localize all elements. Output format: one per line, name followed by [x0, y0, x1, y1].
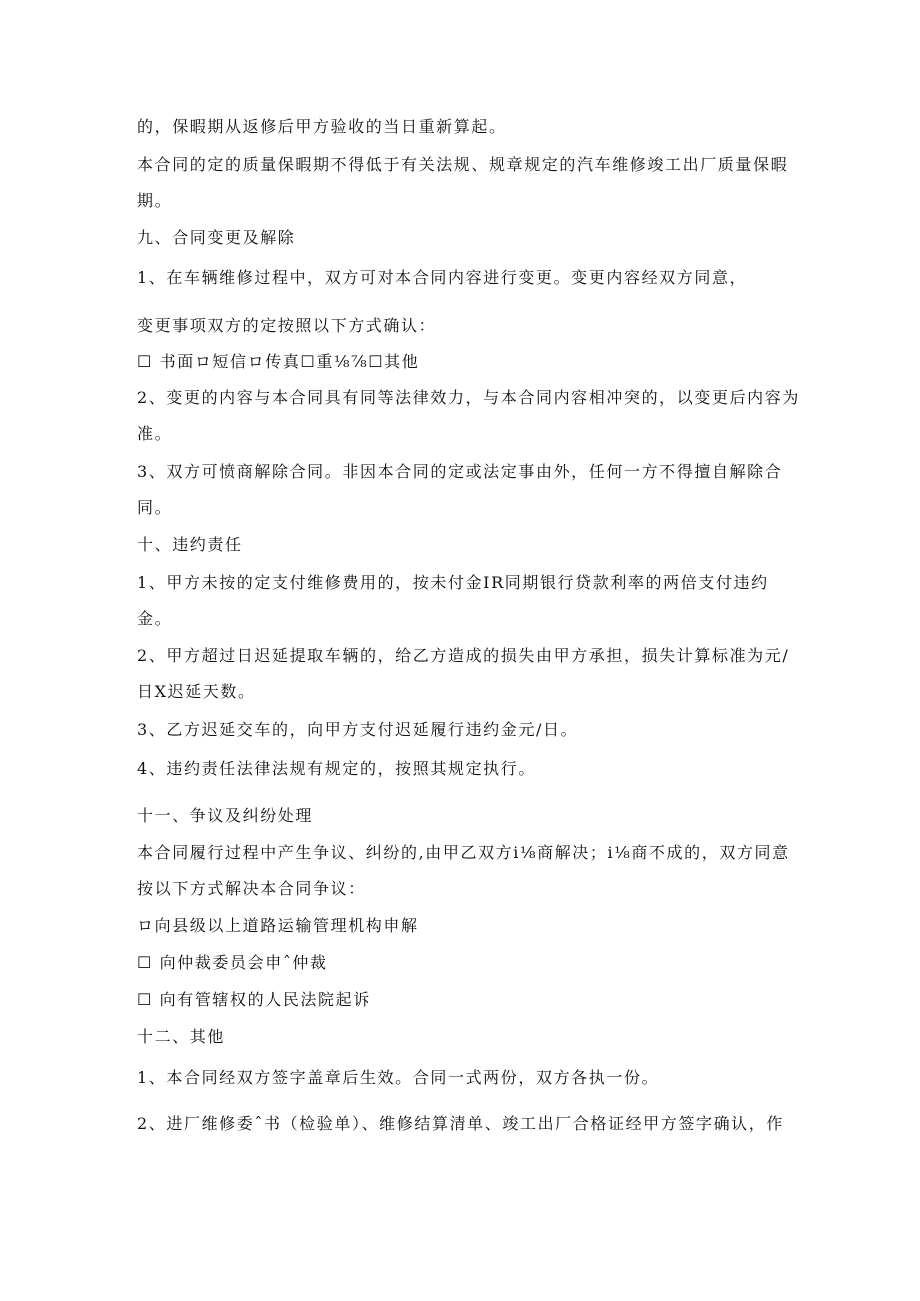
option-line: ☐ 向有管辖权的人民法院起诉: [137, 990, 371, 1009]
checkbox-options: ☐ 书面ロ短信ロ传真☐重⅛⅞☐其他: [137, 352, 420, 371]
text-line: 本合同履行过程中产生争议、纠纷的,由甲乙双方i⅛商解决；i⅛商不成的，双方同意: [137, 843, 790, 862]
text-line: 同。: [137, 498, 173, 517]
text-line: 2、甲方超过日迟延提取车辆的，给乙方造成的损失由甲方承担，损失计算标准为元/: [137, 646, 790, 665]
text-line: 按以下方式解决本合同争议：: [137, 879, 366, 898]
text-line: 1、本合同经双方签字盖章后生效。合同一式两份，双方各执一份。: [137, 1068, 660, 1087]
text-line: 准。: [137, 424, 173, 443]
text-line: 变更事项双方的定按照以下方式确认：: [137, 316, 437, 335]
option-line: ロ向县级以上道路运输管理机构申解: [137, 916, 419, 935]
text-line: 2、变更的内容与本合同具有同等法律效力，与本合同内容相冲突的，以变更后内容为: [137, 388, 800, 407]
text-line: 3、乙方迟延交车的，向甲方支付迟延履行违约金元/日。: [137, 720, 579, 739]
option-line: ☐ 向仲裁委员会申ˆ仲裁: [137, 953, 328, 972]
text-line: 1、甲方未按的定支付维修费用的，按未付金IR同期银行贷款利率的两倍支付违约: [137, 573, 769, 592]
text-line: 期。: [137, 191, 173, 210]
text-line: 金。: [137, 609, 173, 628]
text-line: 3、双方可愤商解除合同。非因本合同的定或法定事由外，任何一方不得擅自解除合: [137, 462, 783, 481]
text-line: 的，保暇期从返修后甲方验收的当日重新算起。: [137, 117, 507, 136]
section-heading: 十一、争议及纠纷处理: [137, 806, 314, 825]
text-line: 1、在车辆维修过程中，双方可对本合同内容进行变更。变更内容经双方同意，: [137, 268, 748, 287]
text-line: 日X迟延天数。: [137, 682, 256, 701]
section-heading: 十、违约责任: [137, 535, 243, 554]
section-heading: 九、合同变更及解除: [137, 228, 296, 247]
section-heading: 十二、其他: [137, 1027, 226, 1046]
text-line: 本合同的定的质量保暇期不得低于有关法规、规章规定的汽车维修竣工出厂质量保暇: [137, 155, 789, 174]
text-line: 2、进厂维修委ˆ书（检验单）、维修结算清单、竣工出厂合格证经甲方签字确认，作: [137, 1114, 784, 1133]
text-line: 4、违约责任法律法规有规定的，按照其规定执行。: [137, 759, 536, 778]
